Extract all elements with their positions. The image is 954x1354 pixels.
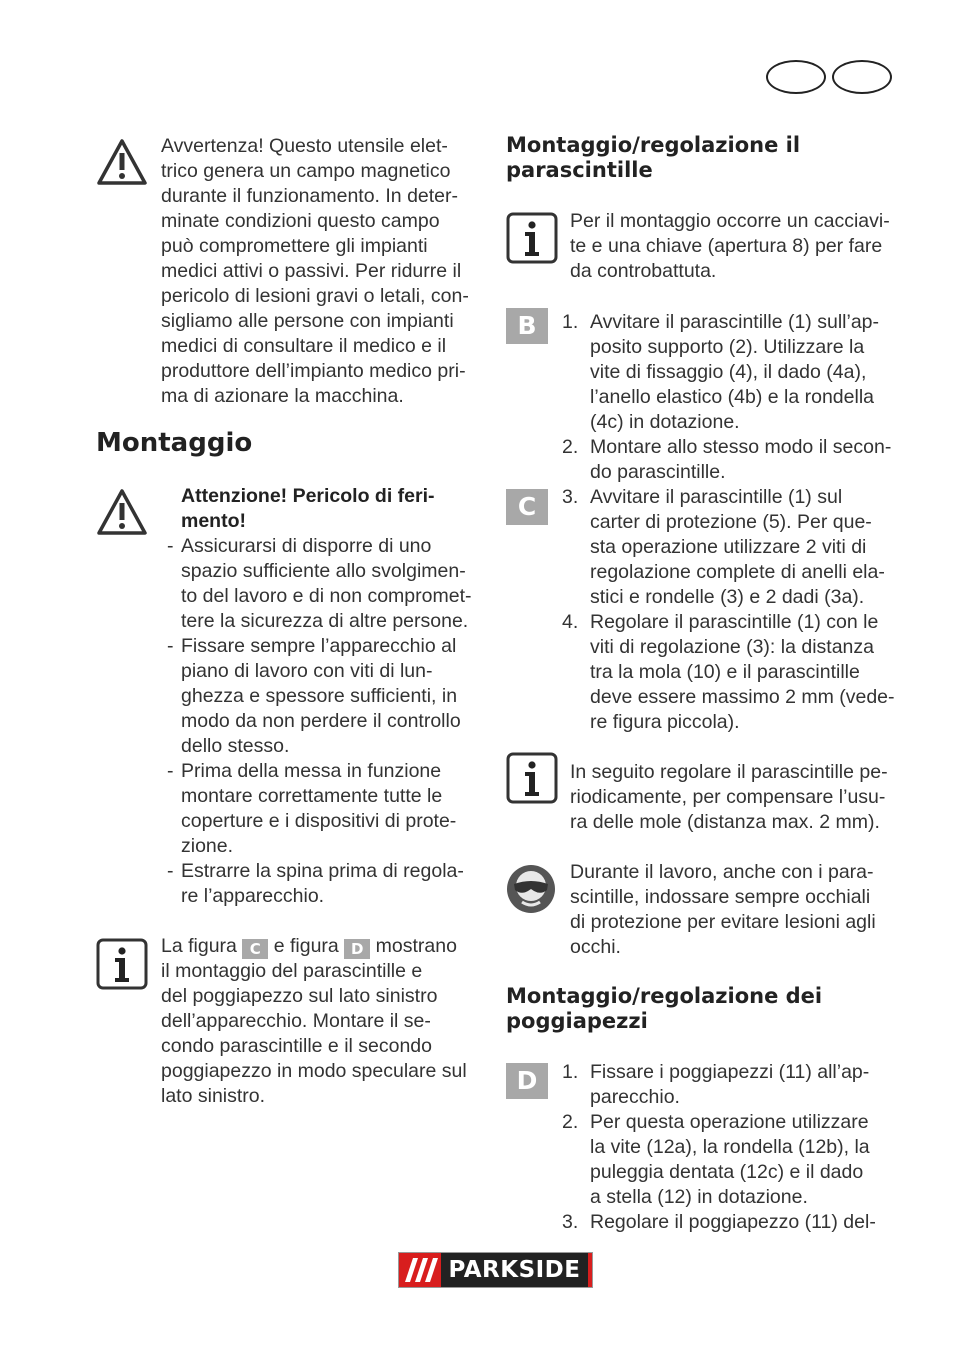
text-line: ra delle mole (distanza max. 2 mm). [570,811,880,833]
step-item [562,610,907,735]
text-line: - Fissare sempre l’apparecchio al [181,635,457,657]
step-line: posito supporto (2). Utilizzare la [590,336,865,358]
text-line: zione. [181,835,234,857]
step-number: 2. [562,1111,579,1133]
step-line: Regolare il poggiapezzo (11) del- [590,1211,876,1233]
text-line: coperture e i dispositivi di prote- [181,810,457,832]
step-line: do parascintille. [590,461,726,483]
info-paragraph-tools [570,209,910,284]
section-heading-montaggio: Montaggio [96,428,253,458]
text-line: scintille, indossare sempre occhiali [570,886,871,908]
text-line: lato sinistro. [161,1085,266,1107]
title-line: poggiapezzi [506,1009,648,1033]
info-icon [506,212,558,269]
text-line: poggiapezzo in modo speculare sul [161,1060,467,1082]
caution-title-line: mento! [181,510,246,532]
warning-triangle-icon [96,488,148,541]
caution-block [162,484,492,909]
step-item [562,1110,907,1210]
step-line: Regolare il parascintille (1) con le [590,611,879,633]
goggles-paragraph [570,860,910,960]
step-number: 3. [562,486,579,508]
text-line: da controbattuta. [570,260,717,282]
parkside-logo [398,1252,593,1288]
text-line: riodicamente, per compensare l’usu- [570,786,886,808]
text-line: sigliamo alle persone con impianti [161,310,454,332]
list-item [162,859,492,909]
figure-label-d: D [344,939,370,959]
step-number: 2. [562,436,579,458]
info-lines [161,959,491,1109]
text-line: modo da non perdere il controllo [181,710,461,732]
text-line: tere la sicurezza di altre persone. [181,610,469,632]
text-line: minate condizioni questo campo [161,210,440,232]
step-line: Per questa operazione utilizzare [590,1111,869,1133]
text-line: del poggiapezzo sul lato sinistro [161,985,438,1007]
info-paragraph-figures [161,934,491,1109]
step-line: carter di protezione (5). Per que- [590,511,872,533]
title-line: parascintille [506,158,653,182]
text-line: ma di azionare la macchina. [161,385,404,407]
caution-title [162,484,492,534]
text-line: piano di lavoro con viti di lun- [181,660,433,682]
text-line: pericolo di lesioni gravi o letali, con- [161,285,469,307]
figure-label-b: B [506,308,548,344]
text-line: il montaggio del parascintille e [161,960,423,982]
step-line: regolazione complete di anelli ela- [590,561,885,583]
list-item [162,759,492,859]
logo-brand-text: PARKSIDE [441,1253,588,1287]
figure-label-d-box: D [506,1063,548,1099]
info-icon [96,938,148,995]
language-oval-right [832,60,892,94]
step-number: 1. [562,311,579,333]
step-line: la vite (12a), la rondella (12b), la [590,1136,870,1158]
text-line: dello stesso. [181,735,290,757]
text-line: durante il funzionamento. In deter- [161,185,459,207]
figure-label-c: C [242,939,268,959]
caution-list [162,534,492,909]
text-line: montare correttamente tutte le [181,785,443,807]
step-item [562,485,907,610]
figure-label-c-box: C [506,489,548,525]
text-line: condo parascintille e il secondo [161,1035,433,1057]
info-paragraph-periodic [570,760,910,835]
step-item [562,1210,907,1235]
text-line: può compromettere gli impianti [161,235,428,257]
text-line: trico genera un campo magnetico [161,160,451,182]
step-line: parecchio. [590,1086,680,1108]
step-number: 1. [562,1061,579,1083]
section-title-parascintille [506,133,906,183]
text-line: - Estrarre la spina prima di regola- [181,860,464,882]
step-item [562,435,907,485]
steps-d [562,1060,907,1235]
caution-title-line: Attenzione! Pericolo di feri- [181,485,435,507]
step-line: re figura piccola). [590,711,740,733]
text-line: occhi. [570,936,621,958]
text-line: spazio sufficiente allo svolgimen- [181,560,466,582]
text-line: re l’apparecchio. [181,885,325,907]
warning-paragraph [161,134,491,409]
text-line: Durante il lavoro, anche con i para- [570,861,874,883]
info-text-post: mostrano [375,935,457,957]
step-line: vite di fissaggio (4), il dado (4a), [590,361,867,383]
title-line: Montaggio/regolazione dei [506,984,823,1008]
list-item [162,534,492,634]
text-line: te e una chiave (apertura 8) per fare [570,235,883,257]
steps-c [562,485,907,735]
step-line: puleggia dentata (12c) e il dado [590,1161,864,1183]
info-text-mid: e figura [273,935,339,957]
warning-lines [161,134,491,409]
steps-b [562,310,907,485]
text-line: medici attivi o passivi. Per ridurre il [161,260,462,282]
step-item [562,1060,907,1110]
text-line: produttore dell’impianto medico pri- [161,360,466,382]
step-line: deve essere massimo 2 mm (vede- [590,686,895,708]
step-line: (4c) in dotazione. [590,411,740,433]
step-line: a stella (12) in dotazione. [590,1186,808,1208]
step-line: viti di regolazione (3): la distanza [590,636,874,658]
warning-triangle-icon [96,138,148,191]
title-line: Montaggio/regolazione il [506,133,801,157]
steps-c-list [562,485,907,735]
step-line: Montare allo stesso modo il secon- [590,436,892,458]
step-line: stici e rondelle (3) e 2 dadi (3a). [590,586,865,608]
text-line: di protezione per evitare lesioni agli [570,911,876,933]
text-line: medici di consultare il medico e il [161,335,447,357]
step-line: l’anello elastico (4b) e la rondella [590,386,874,408]
steps-d-list [562,1060,907,1235]
step-number: 4. [562,611,579,633]
step-number: 3. [562,1211,579,1233]
language-oval-left [766,60,826,94]
list-item [162,634,492,759]
step-line: Avvitare il parascintille (1) sull’ap- [590,311,879,333]
text-line: - Prima della messa in funzione [181,760,442,782]
safety-goggles-icon [506,864,556,919]
step-line: Avvitare il parascintille (1) sul [590,486,843,508]
text-line: - Assicurarsi di disporre di uno [181,535,432,557]
logo-stripes-icon [403,1258,439,1282]
text-line: Per il montaggio occorre un cacciavi- [570,210,890,232]
step-item [562,310,907,435]
steps-b-list [562,310,907,485]
text-line: dell’apparecchio. Montare il se- [161,1010,431,1032]
text-line: ghezza e spessore sufficienti, in [181,685,458,707]
section-title-poggiapezzi [506,984,906,1034]
step-line: tra la mola (10) e il parascintille [590,661,860,683]
step-line: sta operazione utilizzare 2 viti di [590,536,867,558]
info-icon [506,752,558,809]
info-text-pre: La figura [161,935,237,957]
text-line: Avvertenza! Questo utensile elet- [161,135,448,157]
text-line: to del lavoro e di non compromet- [181,585,472,607]
step-line: Fissare i poggiapezzi (11) all’ap- [590,1061,870,1083]
text-line: In seguito regolare il parascintille pe- [570,761,888,783]
